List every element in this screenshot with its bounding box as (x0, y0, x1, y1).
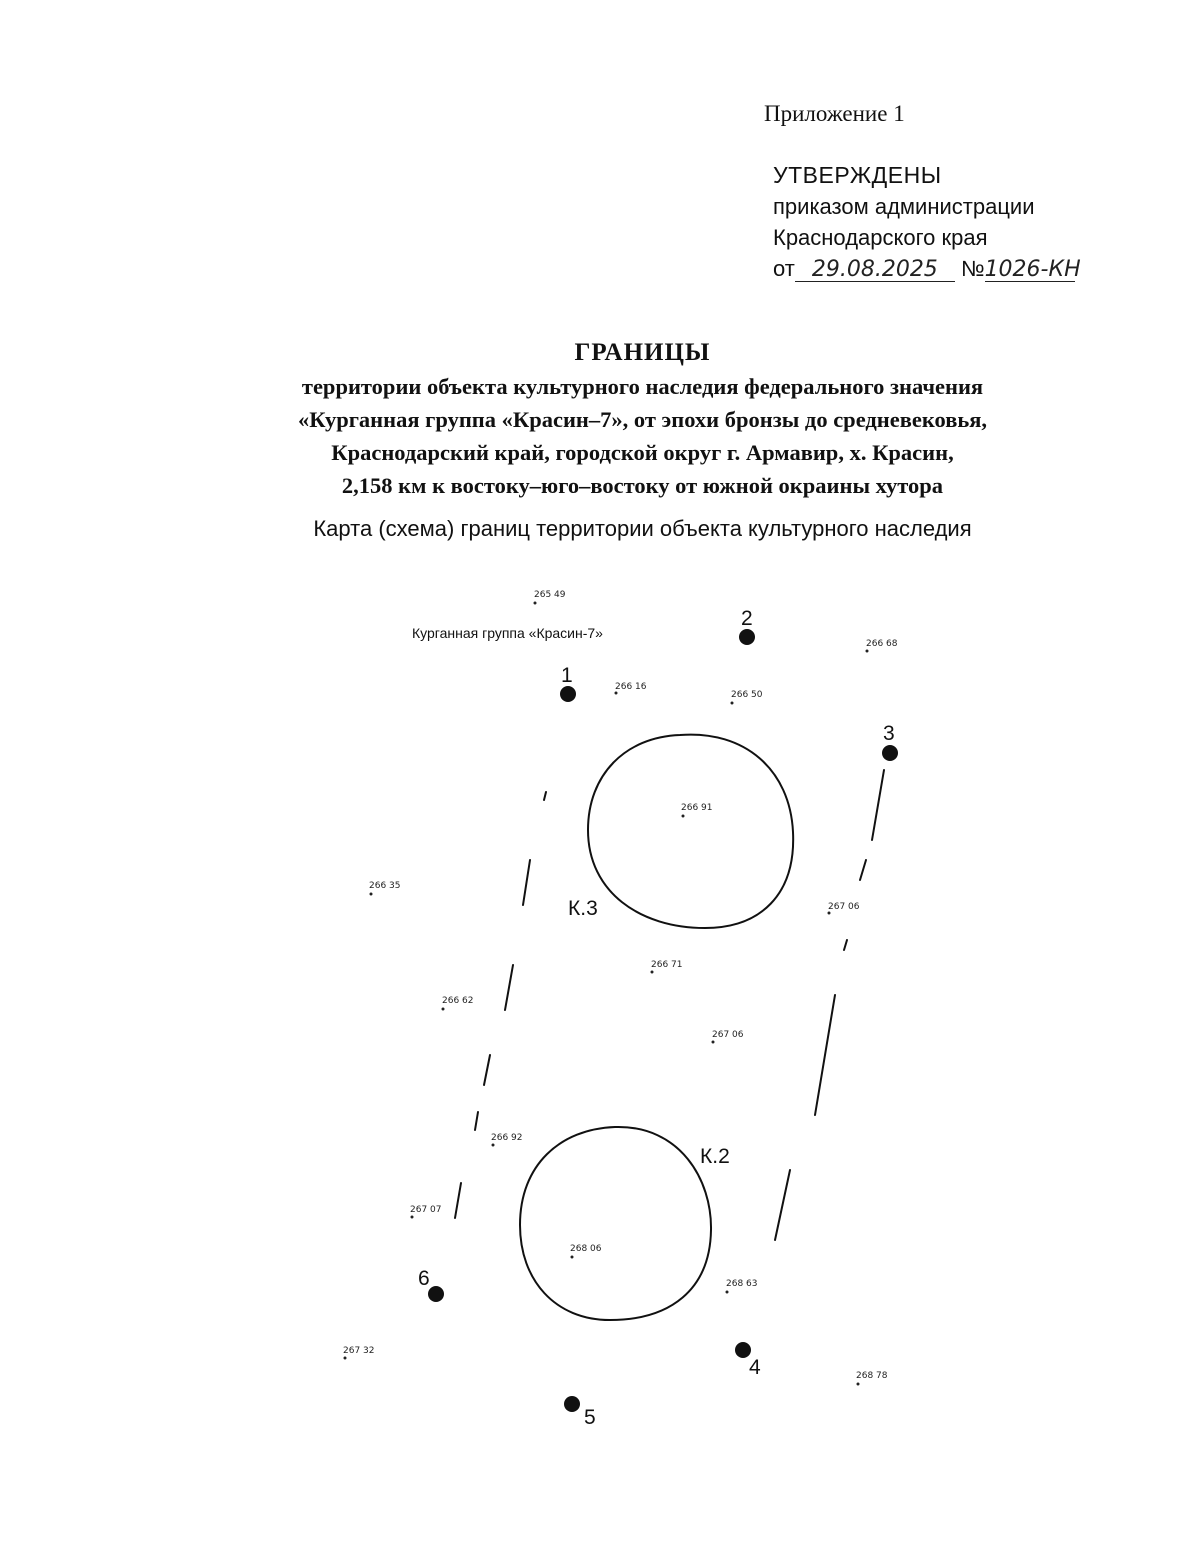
boundary-line-segment (844, 940, 847, 950)
elevation-label: 266 35 (369, 881, 401, 891)
elevation-dot (411, 1216, 414, 1219)
boundary-point-1-marker (560, 686, 576, 702)
elevation-label: 266 92 (491, 1133, 523, 1143)
boundary-line-segment (475, 1112, 478, 1130)
kurgan-k3-outline (588, 735, 793, 928)
elevation-dot (712, 1041, 715, 1044)
boundary-lines (455, 770, 884, 1240)
elevation-label: 267 06 (712, 1030, 744, 1040)
handwritten-date: 29.08.2025 (795, 259, 955, 282)
kurgan-k2-label: К.2 (700, 1145, 730, 1168)
elevation-label: 266 16 (615, 682, 647, 692)
approval-status: УТВЕРЖДЕНЫ (773, 162, 942, 188)
approval-authority-line1: приказом администрации (773, 194, 1035, 219)
boundary-line-segment (455, 1183, 461, 1218)
elevation-label: 268 78 (856, 1371, 888, 1381)
title-line-4: 2,158 км к востоку–юго–востоку от южной окраины хутора (341, 473, 944, 498)
date-prefix: от (773, 256, 795, 281)
boundary-line-segment (523, 860, 530, 905)
boundary-point-3-label: 3 (883, 722, 895, 745)
elevation-dot (726, 1291, 729, 1294)
elevation-label: 266 68 (866, 639, 898, 649)
boundary-point-6-label: 6 (418, 1267, 430, 1290)
elevation-dot (731, 702, 734, 705)
boundary-point-4-label: 4 (749, 1356, 761, 1379)
boundary-line-segment (815, 995, 835, 1115)
boundary-line-segment (505, 965, 513, 1010)
elevation-label: 268 63 (726, 1279, 758, 1289)
elevation-dot (370, 893, 373, 896)
elevation-dot (492, 1144, 495, 1147)
boundary-point-6-marker (428, 1286, 444, 1302)
elevation-dot (344, 1357, 347, 1360)
boundary-line-segment (775, 1170, 790, 1240)
elevation-dot (866, 650, 869, 653)
elevation-dot (442, 1008, 445, 1011)
elevation-label: 266 71 (651, 960, 683, 970)
elevation-label: 267 06 (828, 902, 860, 912)
boundary-point-5-label: 5 (584, 1406, 596, 1429)
boundary-point-1-label: 1 (561, 664, 573, 687)
kurgan-k2-outline (520, 1127, 711, 1320)
title-line-3: Краснодарский край, городской округ г. Армавир, х. Красин, (331, 440, 954, 465)
elevation-dot (651, 971, 654, 974)
map-caption: Карта (схема) границ территории объекта культурного наследия (313, 516, 972, 541)
elevation-label: 266 50 (731, 690, 763, 700)
boundary-point-3-marker (882, 745, 898, 761)
elevation-label: 267 07 (410, 1205, 442, 1215)
number-prefix: № (960, 256, 985, 281)
approval-authority-line2: Краснодарского края (773, 225, 988, 250)
elevation-label: 265 49 (534, 590, 566, 600)
boundary-line-segment (484, 1055, 490, 1085)
handwritten-number: 1026-КН (984, 257, 1081, 282)
boundary-point-2-label: 2 (741, 607, 753, 630)
elevation-dot (682, 815, 685, 818)
document-title: ГРАНИЦЫ (574, 339, 711, 366)
boundary-line-segment (544, 792, 546, 800)
elevation-dot (571, 1256, 574, 1259)
appendix-label: Приложение 1 (764, 101, 905, 126)
elevation-dot (534, 602, 537, 605)
elevation-label: 266 91 (681, 803, 713, 813)
title-line-1: территории объекта культурного наследия федерального значения (301, 374, 984, 399)
elevation-label: 267 32 (343, 1346, 375, 1356)
boundary-point-2-marker (739, 629, 755, 645)
boundary-line-segment (872, 770, 884, 840)
elevation-dot (857, 1383, 860, 1386)
boundary-line-segment (860, 860, 866, 880)
boundary-point-5-marker (564, 1396, 580, 1412)
boundary-points (418, 607, 898, 1429)
title-line-2: «Курганная группа «Красин–7», от эпохи бронзы до средневековья, (297, 407, 988, 432)
group-label: Курганная группа «Красин-7» (412, 625, 603, 641)
elevation-label: 268 06 (570, 1244, 602, 1254)
kurgan-k3-label: К.3 (568, 897, 598, 920)
elevation-label: 266 62 (442, 996, 474, 1006)
